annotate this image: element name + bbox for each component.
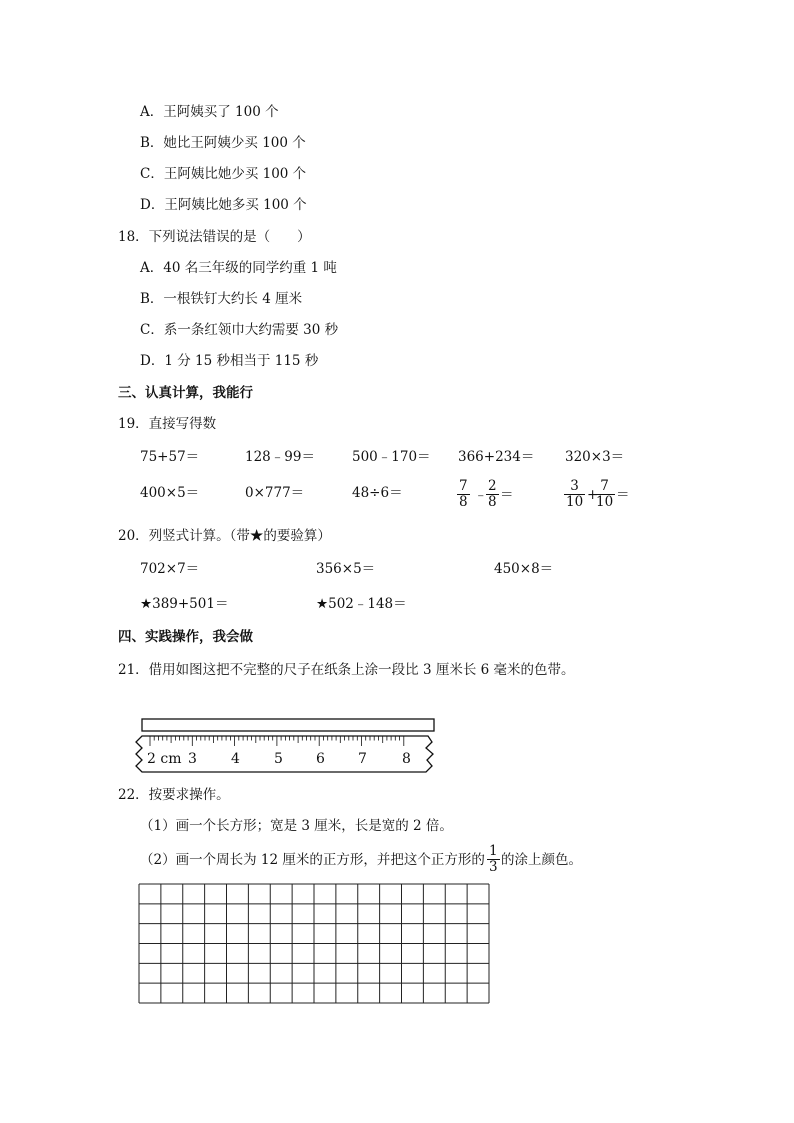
q19-item: 128﹣99＝ [245, 449, 315, 465]
numerator: 3 [564, 479, 585, 495]
numerator: 1 [489, 843, 498, 859]
numerator: 7 [594, 479, 615, 495]
numerator: 7 [459, 478, 468, 494]
ruler-label: 5 [274, 751, 283, 767]
plus-sign: + [587, 487, 599, 503]
equals-sign: ＝ [500, 487, 514, 503]
q19-stem: 19．直接写得数 [118, 416, 217, 432]
fraction [457, 479, 470, 510]
q18-option-c: C．系一条红领巾大约需要 30 秒 [140, 322, 339, 338]
fraction [564, 479, 585, 510]
ruler-ticks [150, 736, 404, 746]
denominator: 10 [596, 494, 614, 510]
ruler-diagram [130, 712, 440, 776]
q22-item2 [140, 851, 485, 869]
q17-option-c: C．王阿姨比她少买 100 个 [140, 166, 307, 182]
q18-stem: 18．下列说法错误的是（ ） [118, 229, 311, 245]
drawing-grid[interactable] [138, 883, 490, 1004]
q20-item: ★389+501＝ [140, 596, 229, 612]
q19-item: 320×3＝ [565, 449, 625, 465]
q20-item: 702×7＝ [140, 561, 200, 577]
ruler-label: 8 [402, 751, 411, 767]
q22-item1: （1）画一个长方形；宽是 3 厘米，长是宽的 2 倍。 [140, 818, 453, 834]
fraction [486, 479, 499, 510]
q18-option-d: D．1 分 15 秒相当于 115 秒 [140, 353, 319, 369]
paper-strip [142, 719, 434, 731]
ruler-labels [147, 751, 411, 767]
section4-title: 四、实践操作，我会做 [118, 629, 253, 645]
denominator: 3 [489, 859, 498, 875]
q19-item: 500﹣170＝ [352, 449, 431, 465]
q20-item: 450×8＝ [494, 561, 554, 577]
q20-item: 356×5＝ [316, 561, 376, 577]
q19-item: 366+234＝ [458, 449, 535, 465]
ruler-label: 4 [231, 751, 240, 767]
q19-item: 400×5＝ [140, 485, 200, 501]
denominator: 10 [566, 494, 584, 510]
q17-option-d: D．王阿姨比她多买 100 个 [140, 197, 307, 213]
q22-item2-text: （2）画一个周长为 12 厘米的正方形，并把这个正方形的 [140, 852, 485, 868]
ruler-label: 7 [358, 751, 367, 767]
equals-sign: ＝ [616, 487, 630, 503]
ruler-label: 2 cm [147, 751, 182, 767]
q17-option-b: B．她比王阿姨少买 100 个 [140, 135, 306, 151]
numerator: 2 [488, 478, 497, 494]
q22-stem: 22．按要求操作。 [118, 787, 230, 803]
q19-item: 75+57＝ [140, 449, 200, 465]
denominator: 8 [459, 494, 468, 510]
q19-item: 0×777＝ [245, 485, 305, 501]
q17-option-a: A．王阿姨买了 100 个 [140, 104, 279, 120]
fraction [594, 479, 615, 510]
q18-option-b: B．一根铁钉大约长 4 厘米 [140, 291, 303, 307]
q19-item: 48÷6＝ [352, 485, 403, 501]
fraction [487, 844, 500, 875]
q20-stem: 20．列竖式计算。（带★的要验算） [118, 528, 331, 544]
q18-option-a: A．40 名三年级的同学约重 1 吨 [140, 260, 337, 276]
ruler-label: 3 [188, 751, 197, 767]
minus-sign: ﹣ [474, 487, 488, 503]
denominator: 8 [488, 494, 497, 510]
q22-item2-tail: 的涂上颜色。 [501, 852, 582, 868]
q21-stem: 21．借用如图这把不完整的尺子在纸条上涂一段比 3 厘米长 6 毫米的色带。 [118, 662, 575, 678]
ruler-label: 6 [316, 751, 325, 767]
section3-title: 三、认真计算，我能行 [118, 385, 253, 401]
q20-item: ★502﹣148＝ [316, 596, 407, 612]
